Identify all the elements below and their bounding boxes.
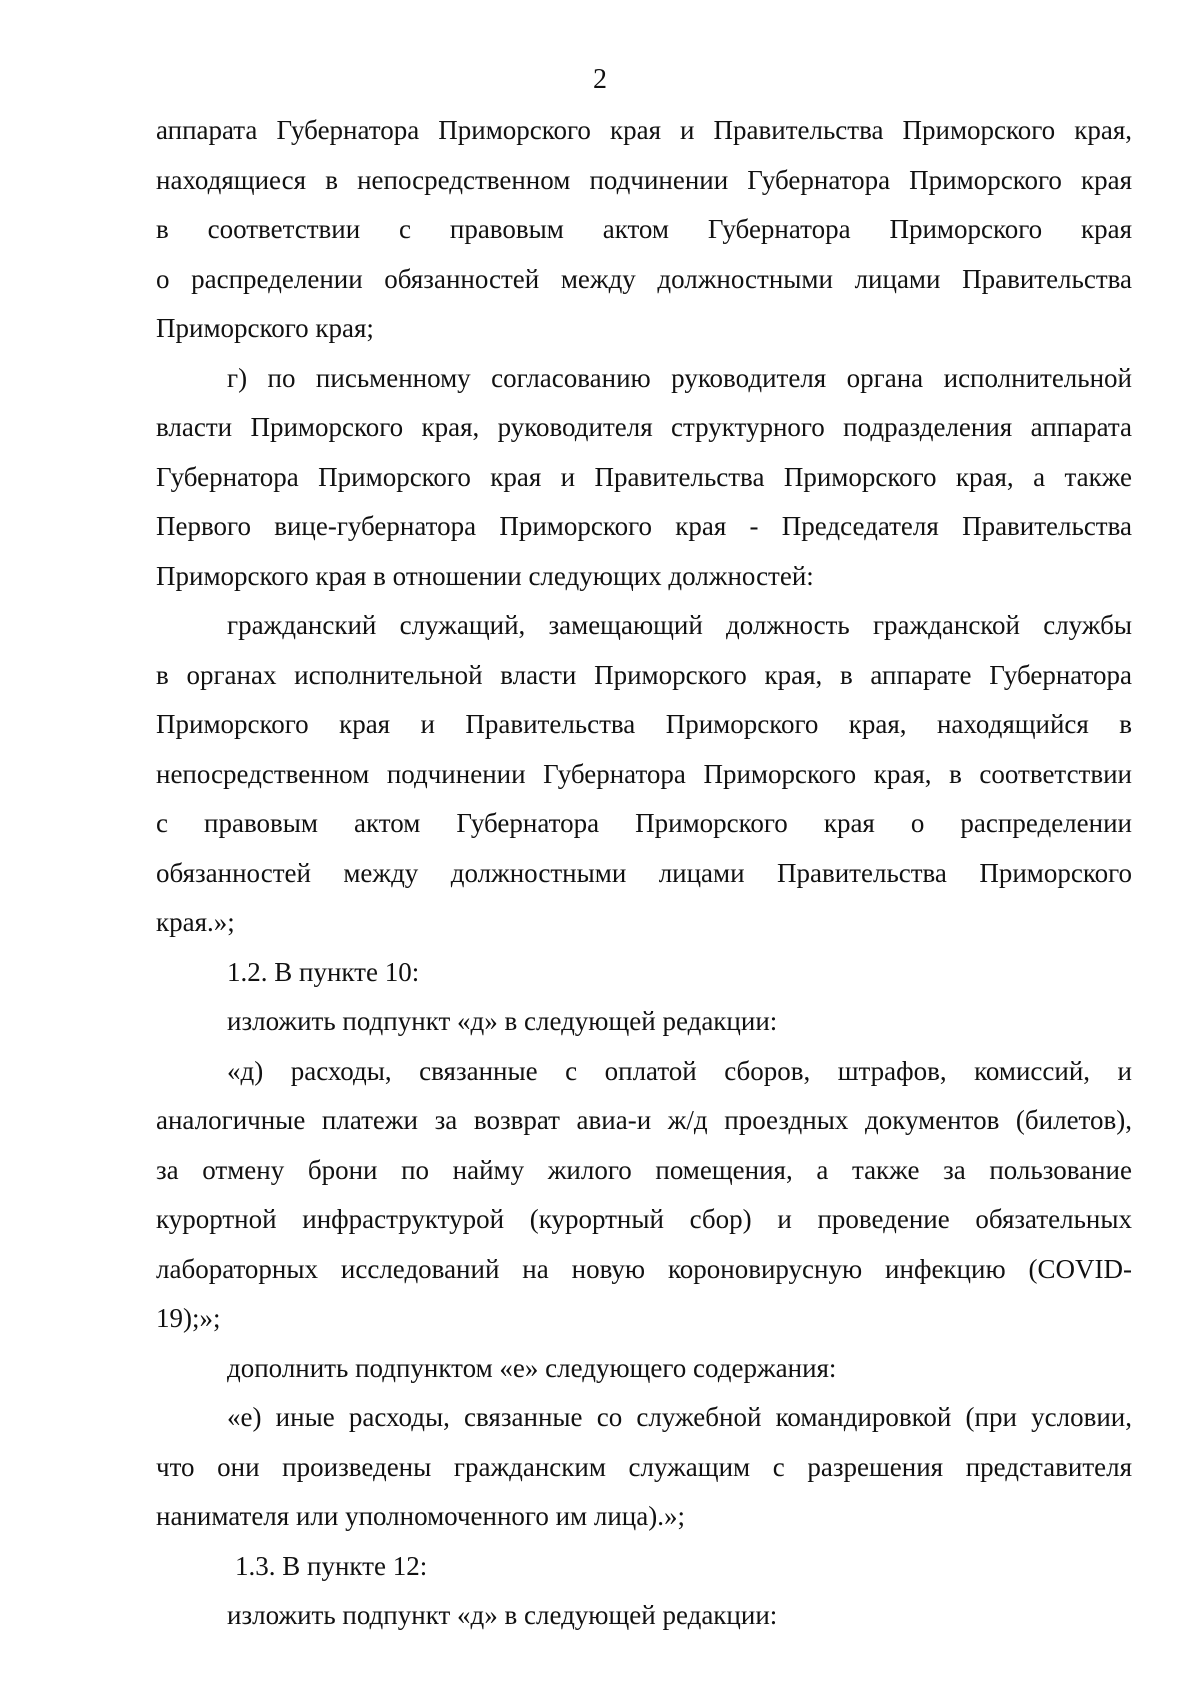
text-line: аппарата Губернатора Приморского края и Правительства Приморского края, bbox=[156, 115, 1132, 145]
text-line: лабораторных исследований на новую короновирусную инфекцию (COVID- bbox=[156, 1253, 1132, 1284]
text-line: Губернатора Приморского края и Правительства Приморского края, а также bbox=[156, 461, 1132, 492]
text-line: Первого вице-губернатора Приморского края - Председателя Правительства bbox=[156, 511, 1132, 541]
text-line: за отмену брони по найму жилого помещения, а также за пользование bbox=[156, 1154, 1132, 1185]
text-line: гражданский служащий, замещающий должность гражданской службы bbox=[227, 610, 1132, 640]
text-line: аналогичные платежи за возврат авиа-и ж/д проездных документов (билетов), bbox=[156, 1105, 1132, 1135]
text-line: «е) иные расходы, связанные со служебной командировкой (при условии, bbox=[227, 1402, 1132, 1432]
text-line: нанимателя или уполномоченного им лица).»; bbox=[156, 1501, 685, 1531]
text-line: г) по письменному согласованию руководителя органа исполнительной bbox=[227, 362, 1132, 393]
text-line: Приморского края в отношении следующих должностей: bbox=[156, 560, 814, 591]
text-line: 1.3. В пункте 12: bbox=[235, 1550, 428, 1581]
text-line: власти Приморского края, руководителя структурного подразделения аппарата bbox=[156, 412, 1132, 442]
text-line: Приморского края и Правительства Приморского края, находящийся в bbox=[156, 709, 1132, 739]
text-line: находящиеся в непосредственном подчинении Губернатора Приморского края bbox=[156, 164, 1132, 195]
text-line: курортной инфраструктурой (курортный сбор) и проведение обязательных bbox=[156, 1204, 1132, 1234]
text-line: изложить подпункт «д» в следующей редакции: bbox=[227, 1600, 778, 1630]
text-line: изложить подпункт «д» в следующей редакции: bbox=[227, 1006, 778, 1036]
text-line: в соответствии с правовым актом Губернатора Приморского края bbox=[156, 214, 1132, 244]
document-body bbox=[156, 106, 1132, 1641]
text-line: в органах исполнительной власти Приморского края, в аппарате Губернатора bbox=[156, 659, 1132, 690]
text-line: непосредственном подчинении Губернатора Приморского края, в соответствии bbox=[156, 758, 1132, 789]
text-line: «д) расходы, связанные с оплатой сборов, штрафов, комиссий, и bbox=[227, 1055, 1132, 1086]
text-line: 1.2. В пункте 10: bbox=[227, 956, 420, 987]
text-line: с правовым актом Губернатора Приморского края о распределении bbox=[156, 808, 1132, 838]
text-line: Приморского края; bbox=[156, 313, 374, 343]
text-line: края.»; bbox=[156, 907, 235, 937]
text-line: дополнить подпунктом «е» следующего содержания: bbox=[227, 1352, 837, 1383]
text-line: о распределении обязанностей между должностными лицами Правительства bbox=[156, 263, 1132, 294]
text-line: что они произведены гражданским служащим с разрешения представителя bbox=[156, 1451, 1132, 1482]
text-line: 19);»; bbox=[156, 1303, 221, 1333]
page-number: 2 bbox=[593, 64, 607, 95]
text-line: обязанностей между должностными лицами Правительства Приморского bbox=[156, 857, 1132, 888]
